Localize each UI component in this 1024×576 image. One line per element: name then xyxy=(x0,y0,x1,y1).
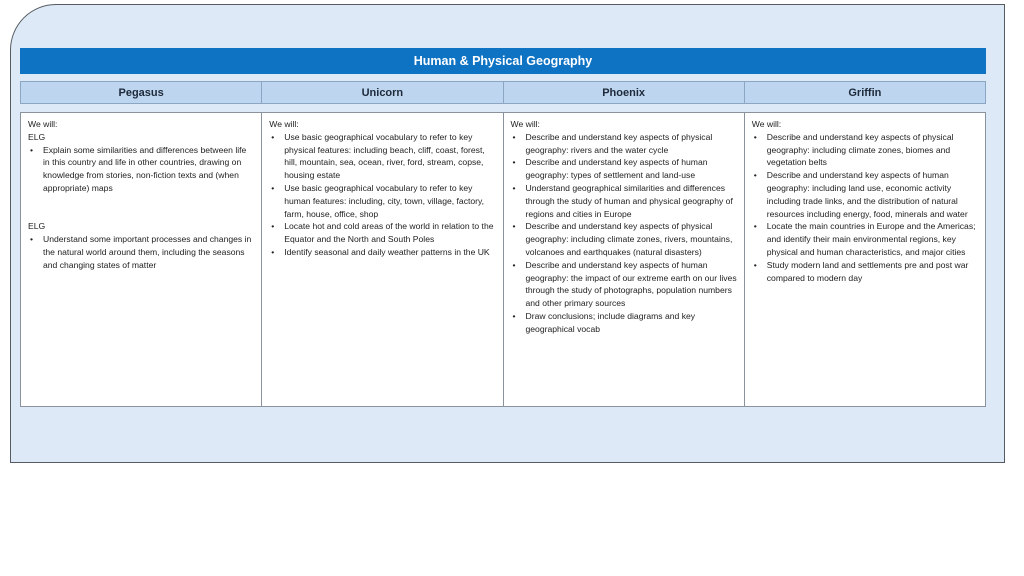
unicorn-objectives xyxy=(269,131,495,259)
list-item: • Describe and understand key aspects of physical geography: rivers and the water cycle xyxy=(511,131,737,157)
list-item: • Draw conclusions; include diagrams and key geographical vocab xyxy=(511,310,737,336)
unicorn-column xyxy=(262,113,503,406)
pegasus-intro: We will: xyxy=(28,119,58,129)
column-header-row xyxy=(20,81,986,104)
list-item: • Use basic geographical vocabulary to refer to key human features: including, city, town, village, factory, farm, house, office, shop xyxy=(269,182,495,220)
list-item: • Identify seasonal and daily weather patterns in the UK xyxy=(269,246,495,259)
column-header-pegasus: Pegasus xyxy=(21,82,262,103)
griffin-objectives xyxy=(752,131,978,285)
list-item: • Locate the main countries in Europe and the Americas; and identify their main environmental regions, key physical and human characteristics, and major cities xyxy=(752,220,978,258)
list-item: • Locate hot and cold areas of the world in relation to the Equator and the North and South Poles xyxy=(269,220,495,246)
list-item: • Study modern land and settlements pre and post war compared to modern day xyxy=(752,259,978,285)
list-item: • Understand geographical similarities and differences through the study of human and physical geography of regions and cities in Europe xyxy=(511,182,737,220)
pegasus-elg-label: ELG xyxy=(28,131,46,142)
list-item: • Describe and understand key aspects of physical geography: including climate zones, biomes and vegetation belts xyxy=(752,131,978,169)
list-item: • Describe and understand key aspects of physical geography: including climate zones, rivers, mountains, volcanoes and earthquakes (natural disasters) xyxy=(511,220,737,258)
list-item: • Explain some similarities and differences between life in this country and life in other countries, drawing on knowledge from stories, non-fiction texts and (when appropriate) maps xyxy=(28,144,254,195)
column-header-unicorn: Unicorn xyxy=(262,82,503,103)
list-item: • Use basic geographical vocabulary to refer to key physical features: including beach, cliff, coast, forest, hill, mountain, sea, ocean, river, ford, stream, copse, housing estate xyxy=(269,131,495,182)
phoenix-intro: We will: xyxy=(510,119,540,129)
griffin-column xyxy=(745,113,985,406)
phoenix-objectives xyxy=(511,131,737,336)
pegasus-column xyxy=(21,113,262,406)
column-header-griffin: Griffin xyxy=(848,86,882,99)
list-item: • Describe and understand key aspects of human geography: the impact of our extreme earth on our lives through the study of photographs, population numbers and other primary sources xyxy=(511,259,737,310)
list-item: • Understand some important processes and changes in the natural world around them, including the seasons and changing states of matter xyxy=(28,233,254,271)
griffin-intro: We will: xyxy=(751,119,782,129)
content-row xyxy=(20,112,986,407)
list-item: • Describe and understand key aspects of human geography: including land use, economic activity including trade links, and the distribution of natural resources including energy, food, minerals and water xyxy=(752,169,978,220)
pegasus-objectives-2 xyxy=(28,233,254,271)
pegasus-objectives-1 xyxy=(28,144,254,195)
list-item: • Describe and understand key aspects of human geography: types of settlement and land-use xyxy=(511,156,737,182)
column-header-phoenix: Phoenix xyxy=(504,82,745,103)
pegasus-elg-label-2: ELG xyxy=(28,221,46,232)
page-title: Human & Physical Geography xyxy=(20,48,986,74)
unicorn-intro: We will: xyxy=(269,119,299,129)
phoenix-column xyxy=(504,113,745,406)
